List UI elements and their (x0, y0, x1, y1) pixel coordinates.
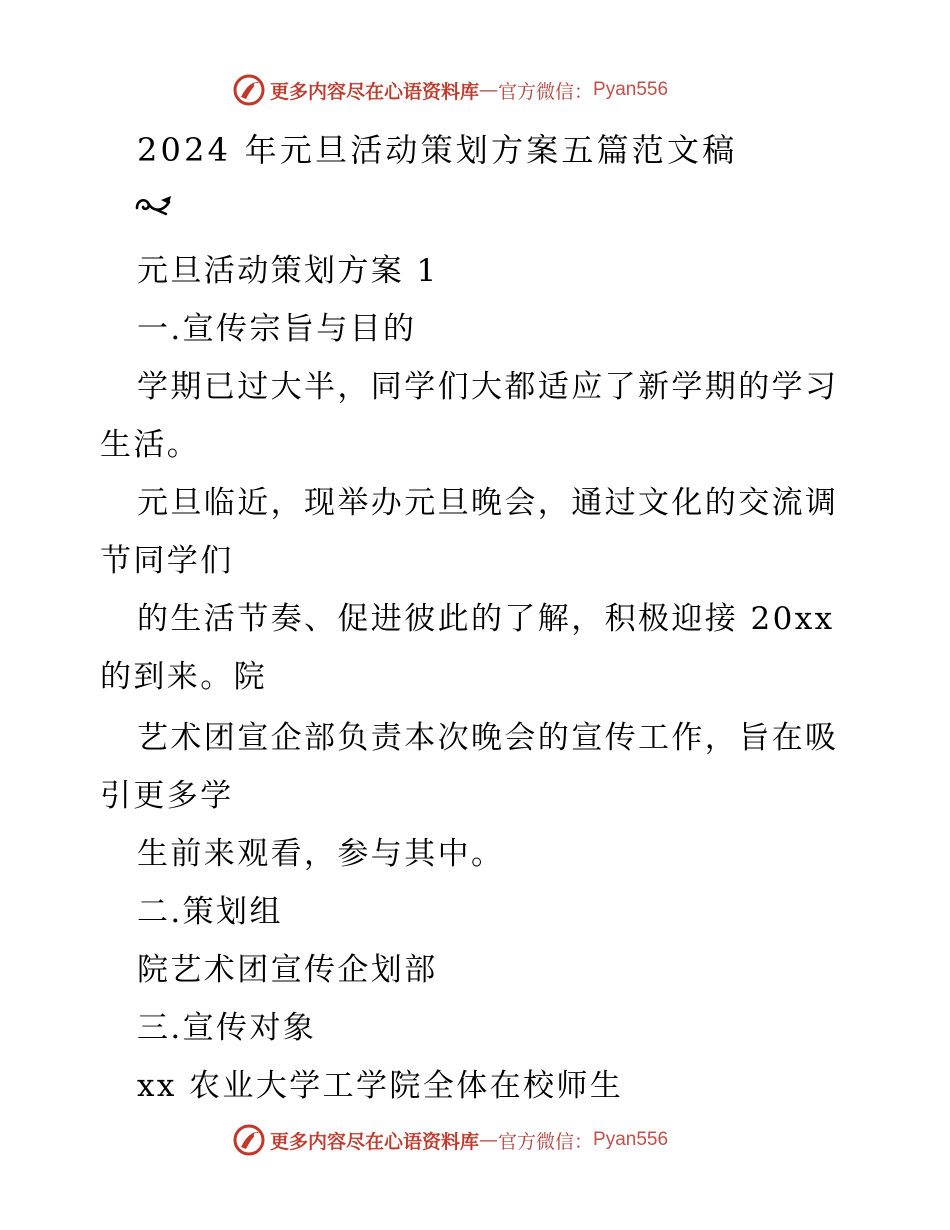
paragraph-line: 元旦临近，现举办元旦晚会，通过文化的交流调 (137, 485, 839, 521)
paragraph-line: 院艺术团宣传企划部 (137, 952, 438, 988)
paragraph-line: 生前来观看，参与其中。 (137, 836, 505, 872)
paragraph-line: 引更多学 (100, 778, 234, 814)
footer-banner (232, 1120, 752, 1160)
paragraph-line: 一.宣传宗旨与目的 (137, 311, 417, 347)
heading-line: 二.策划组 (137, 894, 283, 930)
header-banner (232, 70, 752, 110)
brush-logo-icon (232, 73, 266, 107)
banner-dash: — (479, 79, 499, 101)
paragraph-line: 的到来。院 (100, 659, 267, 695)
paragraph-line: 生活。 (100, 427, 201, 463)
document-title: 2024 年元旦活动策划方案五篇范文稿 (137, 131, 738, 169)
heading-line: 三.宣传对象 (137, 1010, 317, 1046)
paragraph-line: 节同学们 (100, 543, 234, 579)
banner-wechat-id: Pyan556 (593, 79, 669, 100)
paragraph-line: 的生活节奏、促进彼此的了解，积极迎接 20xx (137, 601, 835, 637)
banner-wechat-label: 官方微信： (498, 1130, 594, 1153)
banner-dash: — (479, 1129, 499, 1151)
banner-main-text: 更多内容尽在心语资料库 (270, 1130, 480, 1153)
banner-main-text: 更多内容尽在心语资料库 (270, 80, 480, 103)
section-title: 元旦活动策划方案 1 (137, 253, 439, 289)
swirl-ornament-icon (133, 190, 175, 220)
paragraph-line: 学期已过大半，同学们大都适应了新学期的学习 (137, 369, 839, 405)
paragraph-line: 艺术团宣企部负责本次晚会的宣传工作，旨在吸 (137, 720, 839, 756)
banner-wechat-id: Pyan556 (593, 1129, 669, 1150)
brush-logo-icon (232, 1123, 266, 1157)
banner-wechat-label: 官方微信： (498, 80, 594, 103)
paragraph-line: xx 农业大学工学院全体在校师生 (137, 1068, 624, 1104)
